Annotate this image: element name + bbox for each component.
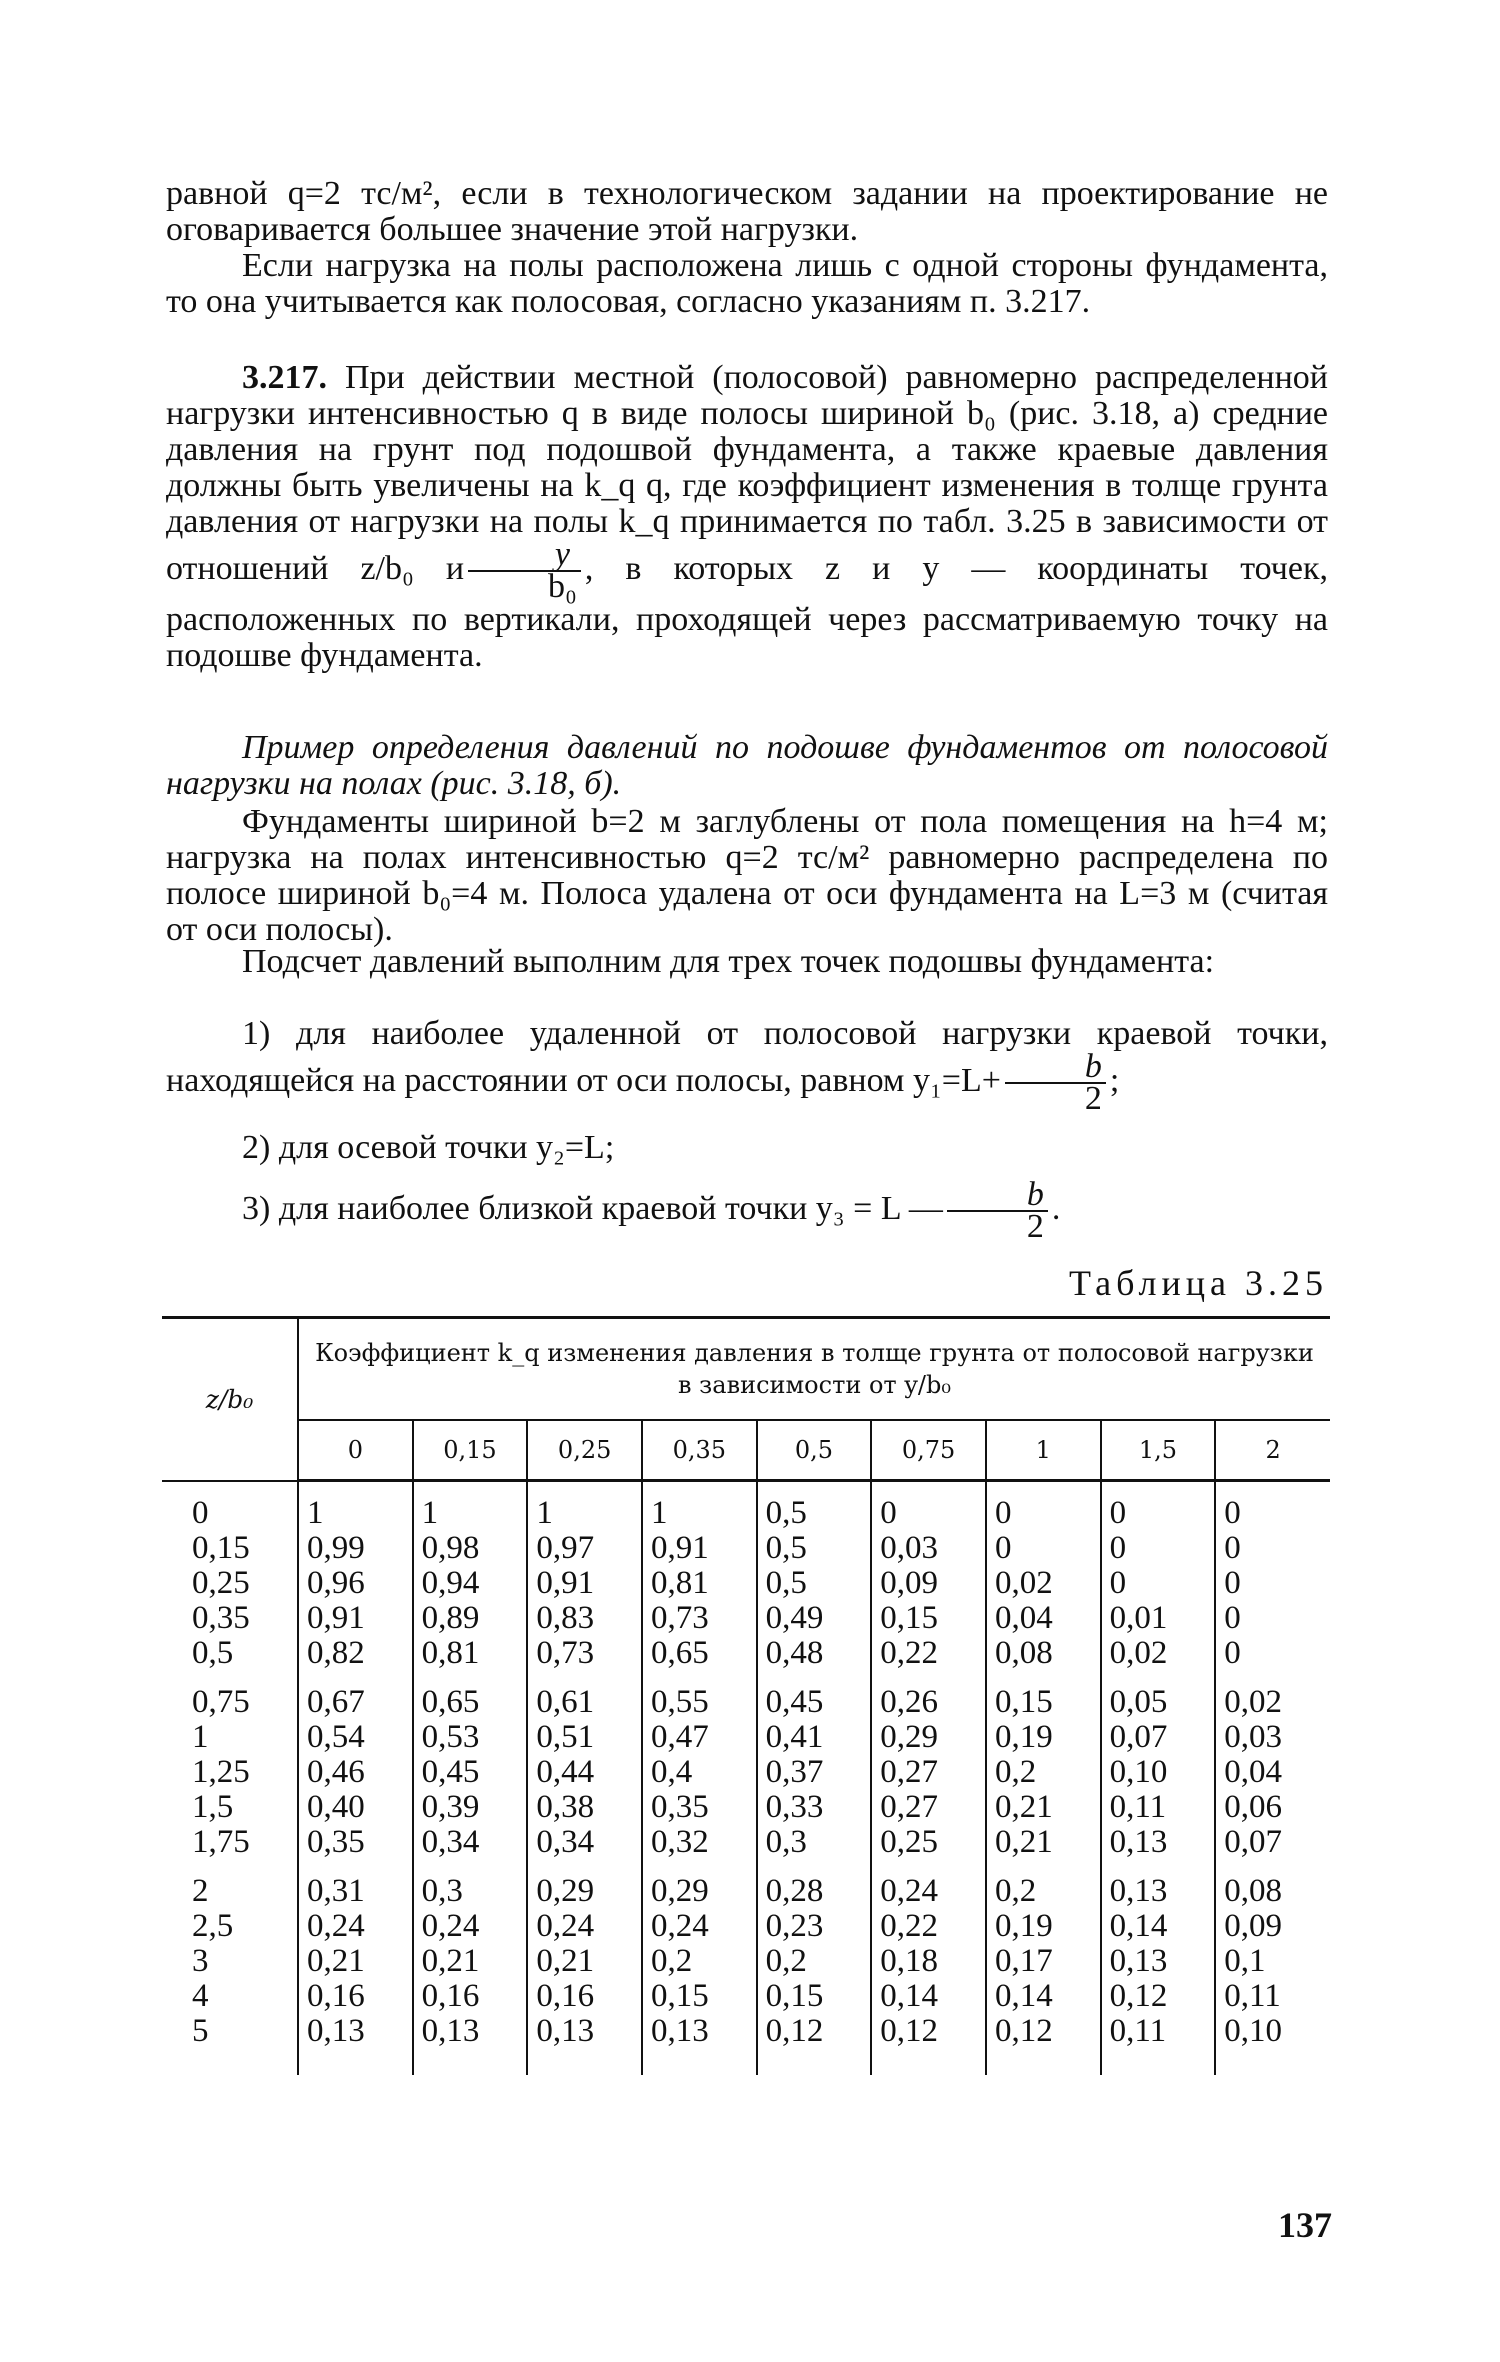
table-cell: 0,44 [527,1755,642,1790]
table-cell: 0,07 [1215,1825,1330,1860]
table-cell: 0,97 [527,1531,642,1566]
table-cell: 0,13 [527,2014,642,2075]
table-cell: 0,02 [1101,1636,1216,1671]
table-cell: 0,15 [986,1671,1101,1720]
row-label-z: 1,25 [192,1754,250,1790]
row-label-z: 0,75 [192,1684,250,1720]
table-cell: 0,2 [757,1944,872,1979]
table-cell: 0,4 [642,1755,757,1790]
table-cell: 0,98 [413,1531,528,1566]
list-item-1 [166,1015,1328,1117]
fraction-numerator: b [947,1180,1048,1212]
column-header: 0,35 [642,1420,757,1481]
table-cell: 1 [642,1481,757,1532]
table-cell: 0,17 [986,1944,1101,1979]
table-cell: 0,54 [298,1720,413,1755]
row-label-z: 1,75 [192,1824,250,1860]
table-cell: 0 [1215,1636,1330,1671]
table-cell: 0,13 [298,2014,413,2075]
table-cell: 0,10 [1215,2014,1330,2075]
column-header-z-b0: z/b₀ [162,1318,298,1481]
table-cell: 0,37 [757,1755,872,1790]
table-cell: 0,13 [1101,1944,1216,1979]
table-cell: 0,07 [1101,1720,1216,1755]
table-cell: 0,09 [1215,1909,1330,1944]
table-row [162,1909,1330,1944]
table-cell: 0,91 [642,1531,757,1566]
table-cell: 0 [1101,1566,1216,1601]
paragraph-1: равной q=2 тс/м², если в технологическом задании на проектирование не оговаривается большее значение этой нагрузки. [166,175,1328,248]
table-cell: 0,04 [986,1601,1101,1636]
table-cell: 0,35 [298,1825,413,1860]
paragraph-2: Если нагрузка на полы расположена лишь с одной стороны фундамента, то она учитывается как полосовая, согласно указаниям п. 3.217. [166,247,1328,320]
table-cell: 0,11 [1215,1979,1330,2014]
table-cell: 0,34 [527,1825,642,1860]
table-row [162,1531,1330,1566]
table-cell: 0,31 [298,1860,413,1909]
table-cell: 0,11 [1101,2014,1216,2075]
table-cell: 0,24 [298,1909,413,1944]
fraction-b-2 [1005,1048,1106,1117]
paragraph-3-text-b: , в которых z и y — координаты точек, расположенных по вертикали, проходящей через рассматриваемую точку на подошве фундамента. [166,549,1328,674]
row-label-z: 0,35 [192,1600,250,1636]
table-cell: 0,02 [1215,1671,1330,1720]
table-cell: 0,16 [298,1979,413,2014]
table-cell: 0,28 [757,1860,872,1909]
table-cell: 0,21 [986,1825,1101,1860]
table-cell: 0,16 [527,1979,642,2014]
table-cell: 0 [1215,1601,1330,1636]
table-cell: 0,99 [298,1531,413,1566]
table-cell: 0,29 [871,1720,986,1755]
table-cell: 0,25 [871,1825,986,1860]
table-row [162,1601,1330,1636]
table-cell: 0,14 [871,1979,986,2014]
table-cell: 0,18 [871,1944,986,1979]
table-cell: 0,1 [1215,1944,1330,1979]
table-cell: 0 [1101,1531,1216,1566]
table-row [162,1790,1330,1825]
table-cell: 0,22 [871,1636,986,1671]
table-cell: 0 [986,1531,1101,1566]
fraction-b-2 [947,1176,1048,1245]
table-cell: 0,49 [757,1601,872,1636]
row-label-z: 5 [192,2013,209,2049]
table-cell: 0,24 [871,1860,986,1909]
table-cell: 0,81 [413,1636,528,1671]
table-cell: 0 [1215,1566,1330,1601]
table-cell: 1 [298,1481,413,1532]
table-caption: Таблица 3.25 [1069,1263,1328,1303]
fraction-y-b0 [468,536,581,605]
table-description-header: Коэффициент k_q изменения давления в толще грунта от полосовой нагрузки в зависимости от y/b₀ [298,1318,1330,1421]
table-cell: 0 [1215,1481,1330,1532]
table-cell: 0,21 [986,1790,1101,1825]
table-cell: 0,29 [642,1860,757,1909]
list-item-2: 2) для осевой точки y₂=L; [242,1129,615,1166]
table-cell: 0,02 [986,1566,1101,1601]
table-row [162,1860,1330,1909]
example-heading: Пример определения давлений по подошве фундаментов от полосовой нагрузки на полах (рис. 3.18, б). [166,729,1328,802]
table-cell: 0,12 [757,2014,872,2075]
table-cell: 0,15 [757,1979,872,2014]
table-cell: 0,45 [413,1755,528,1790]
table-cell: 0,96 [298,1566,413,1601]
table-row [162,1944,1330,1979]
table-cell: 0,27 [871,1790,986,1825]
table-3-25 [162,1316,1330,2075]
row-label-z: 4 [192,1978,209,2014]
table-cell: 0 [871,1481,986,1532]
table-cell: 0,41 [757,1720,872,1755]
table-cell: 0,51 [527,1720,642,1755]
column-header: 2 [1215,1420,1330,1481]
fraction-denominator: b₀ [548,568,577,605]
table-cell: 0,91 [527,1566,642,1601]
row-label-z: 0,25 [192,1565,250,1601]
row-label-z: 2 [192,1873,209,1909]
table-cell: 0,24 [413,1909,528,1944]
table-cell: 0,34 [413,1825,528,1860]
table-row [162,1636,1330,1671]
table-cell: 0,35 [642,1790,757,1825]
table-cell: 0,06 [1215,1790,1330,1825]
table-cell: 0,83 [527,1601,642,1636]
table-cell: 0,55 [642,1671,757,1720]
table-cell: 0,89 [413,1601,528,1636]
row-label-z: 0,15 [192,1530,250,1566]
column-header: 0,5 [757,1420,872,1481]
table-cell: 0,65 [413,1671,528,1720]
table-cell: 0,14 [986,1979,1101,2014]
table-cell: 0,12 [871,2014,986,2075]
table-cell: 0,21 [413,1944,528,1979]
table-cell: 0,13 [1101,1860,1216,1909]
table-cell: 0,13 [413,2014,528,2075]
table-cell: 0,32 [642,1825,757,1860]
section-number: 3.217. [242,359,327,396]
table-cell: 0,05 [1101,1671,1216,1720]
list-item-3-text: 3) для наиболее близкой краевой точки y₃ = L — [242,1189,943,1227]
page-number: 137 [1278,2205,1332,2245]
table-row [162,2014,1330,2075]
table-cell: 1 [527,1481,642,1532]
table-cell: 0 [1101,1481,1216,1532]
table-cell: 0,53 [413,1720,528,1755]
table-cell: 0,47 [642,1720,757,1755]
column-header: 0 [298,1420,413,1481]
table-cell: 0,38 [527,1790,642,1825]
list-item-1-end: ; [1109,1061,1120,1099]
table-cell: 0,01 [1101,1601,1216,1636]
table-cell: 0,48 [757,1636,872,1671]
table-cell: 0,15 [871,1601,986,1636]
column-header: 0,25 [527,1420,642,1481]
table-cell: 0,03 [871,1531,986,1566]
fraction-denominator: 2 [1084,1080,1102,1117]
table-cell: 0,5 [757,1566,872,1601]
table-cell: 0,81 [642,1566,757,1601]
table-cell: 0,40 [298,1790,413,1825]
list-item-1-text: 1) для наиболее удаленной от полосовой нагрузки краевой точки, находящейся на расстоянии от оси полосы, равном y₁=L+ [166,1015,1328,1099]
table-cell: 0,45 [757,1671,872,1720]
row-label-z: 0,5 [192,1635,234,1671]
table-cell: 0,21 [527,1944,642,1979]
table-cell: 0,08 [1215,1860,1330,1909]
column-header: 1,5 [1101,1420,1216,1481]
table-cell: 0,19 [986,1909,1101,1944]
fraction-numerator: y [468,540,581,572]
table-cell: 0,03 [1215,1720,1330,1755]
table-cell: 0,13 [1101,1825,1216,1860]
table-cell: 0,73 [527,1636,642,1671]
table-cell: 0,94 [413,1566,528,1601]
table-cell: 0,73 [642,1601,757,1636]
table-row [162,1825,1330,1860]
table-cell: 0,14 [1101,1909,1216,1944]
row-label-z: 1,5 [192,1789,234,1825]
table-cell: 0,2 [642,1944,757,1979]
table-row [162,1671,1330,1720]
table-row [162,1979,1330,2014]
table-cell: 0 [986,1481,1101,1532]
table-cell: 0 [1215,1531,1330,1566]
table-cell: 0,13 [642,2014,757,2075]
row-label-z: 3 [192,1943,209,1979]
table-cell: 0,3 [757,1825,872,1860]
paragraph-6: Подсчет давлений выполним для трех точек подошвы фундамента: [242,943,1215,980]
row-label-z: 1 [192,1719,209,1755]
paragraph-3 [166,360,1328,674]
table-cell: 0,24 [527,1909,642,1944]
list-item-3 [166,1176,1328,1245]
row-label-z: 2,5 [192,1908,234,1944]
table-row [162,1481,1330,1532]
fraction-denominator: 2 [1026,1208,1044,1245]
paragraph-3-text-a: При действии местной (полосовой) равномерно распределенной нагрузки интенсивностью q в виде полосы шириной b₀ (рис. 3.18, а) средние давления на грунт под подошвой фундамента, а также краевые давления должны быть увеличены на k_q q, где коэффициент изменения в толще грунта давления от нагрузки на полы k_q принимается по табл. 3.25 в зависимости от отношений z/b₀ и [166,359,1328,587]
table-cell: 0,3 [413,1860,528,1909]
table-cell: 0,26 [871,1671,986,1720]
table-cell: 0,19 [986,1720,1101,1755]
column-header: 1 [986,1420,1101,1481]
table-cell: 0,23 [757,1909,872,1944]
table-cell: 0,2 [986,1860,1101,1909]
table-cell: 0,04 [1215,1755,1330,1790]
table-cell: 0,22 [871,1909,986,1944]
table-cell: 0,29 [527,1860,642,1909]
table-cell: 0,46 [298,1755,413,1790]
table-cell: 0,11 [1101,1790,1216,1825]
table-row [162,1720,1330,1755]
paragraph-5: Фундаменты шириной b=2 м заглублены от пола помещения на h=4 м; нагрузка на полах интенсивностью q=2 тс/м² равномерно распределена по полосе шириной b₀=4 м. Полоса удалена от оси фундамента на L=3 м (считая от оси полосы). [166,803,1328,948]
table-cell: 0,12 [1101,1979,1216,2014]
list-item-3-end: . [1051,1189,1061,1227]
column-header: 0,75 [871,1420,986,1481]
table-cell: 0,15 [642,1979,757,2014]
table-cell: 0,33 [757,1790,872,1825]
table-cell: 0,91 [298,1601,413,1636]
fraction-numerator: b [1005,1052,1106,1084]
table-cell: 0,09 [871,1566,986,1601]
table-cell: 1 [413,1481,528,1532]
column-header: 0,15 [413,1420,528,1481]
table-cell: 0,39 [413,1790,528,1825]
table-cell: 0,82 [298,1636,413,1671]
table-cell: 0,5 [757,1531,872,1566]
row-label-z: 0 [192,1494,209,1531]
table-cell: 0,2 [986,1755,1101,1790]
table-cell: 0,5 [757,1481,872,1532]
table-cell: 0,24 [642,1909,757,1944]
table-row [162,1566,1330,1601]
table-cell: 0,21 [298,1944,413,1979]
table-row [162,1755,1330,1790]
table-cell: 0,12 [986,2014,1101,2075]
table-cell: 0,16 [413,1979,528,2014]
table-cell: 0,10 [1101,1755,1216,1790]
table-cell: 0,27 [871,1755,986,1790]
table-cell: 0,61 [527,1671,642,1720]
table-cell: 0,67 [298,1671,413,1720]
table-cell: 0,08 [986,1636,1101,1671]
coefficient-table [162,1316,1330,2075]
table-cell: 0,65 [642,1636,757,1671]
